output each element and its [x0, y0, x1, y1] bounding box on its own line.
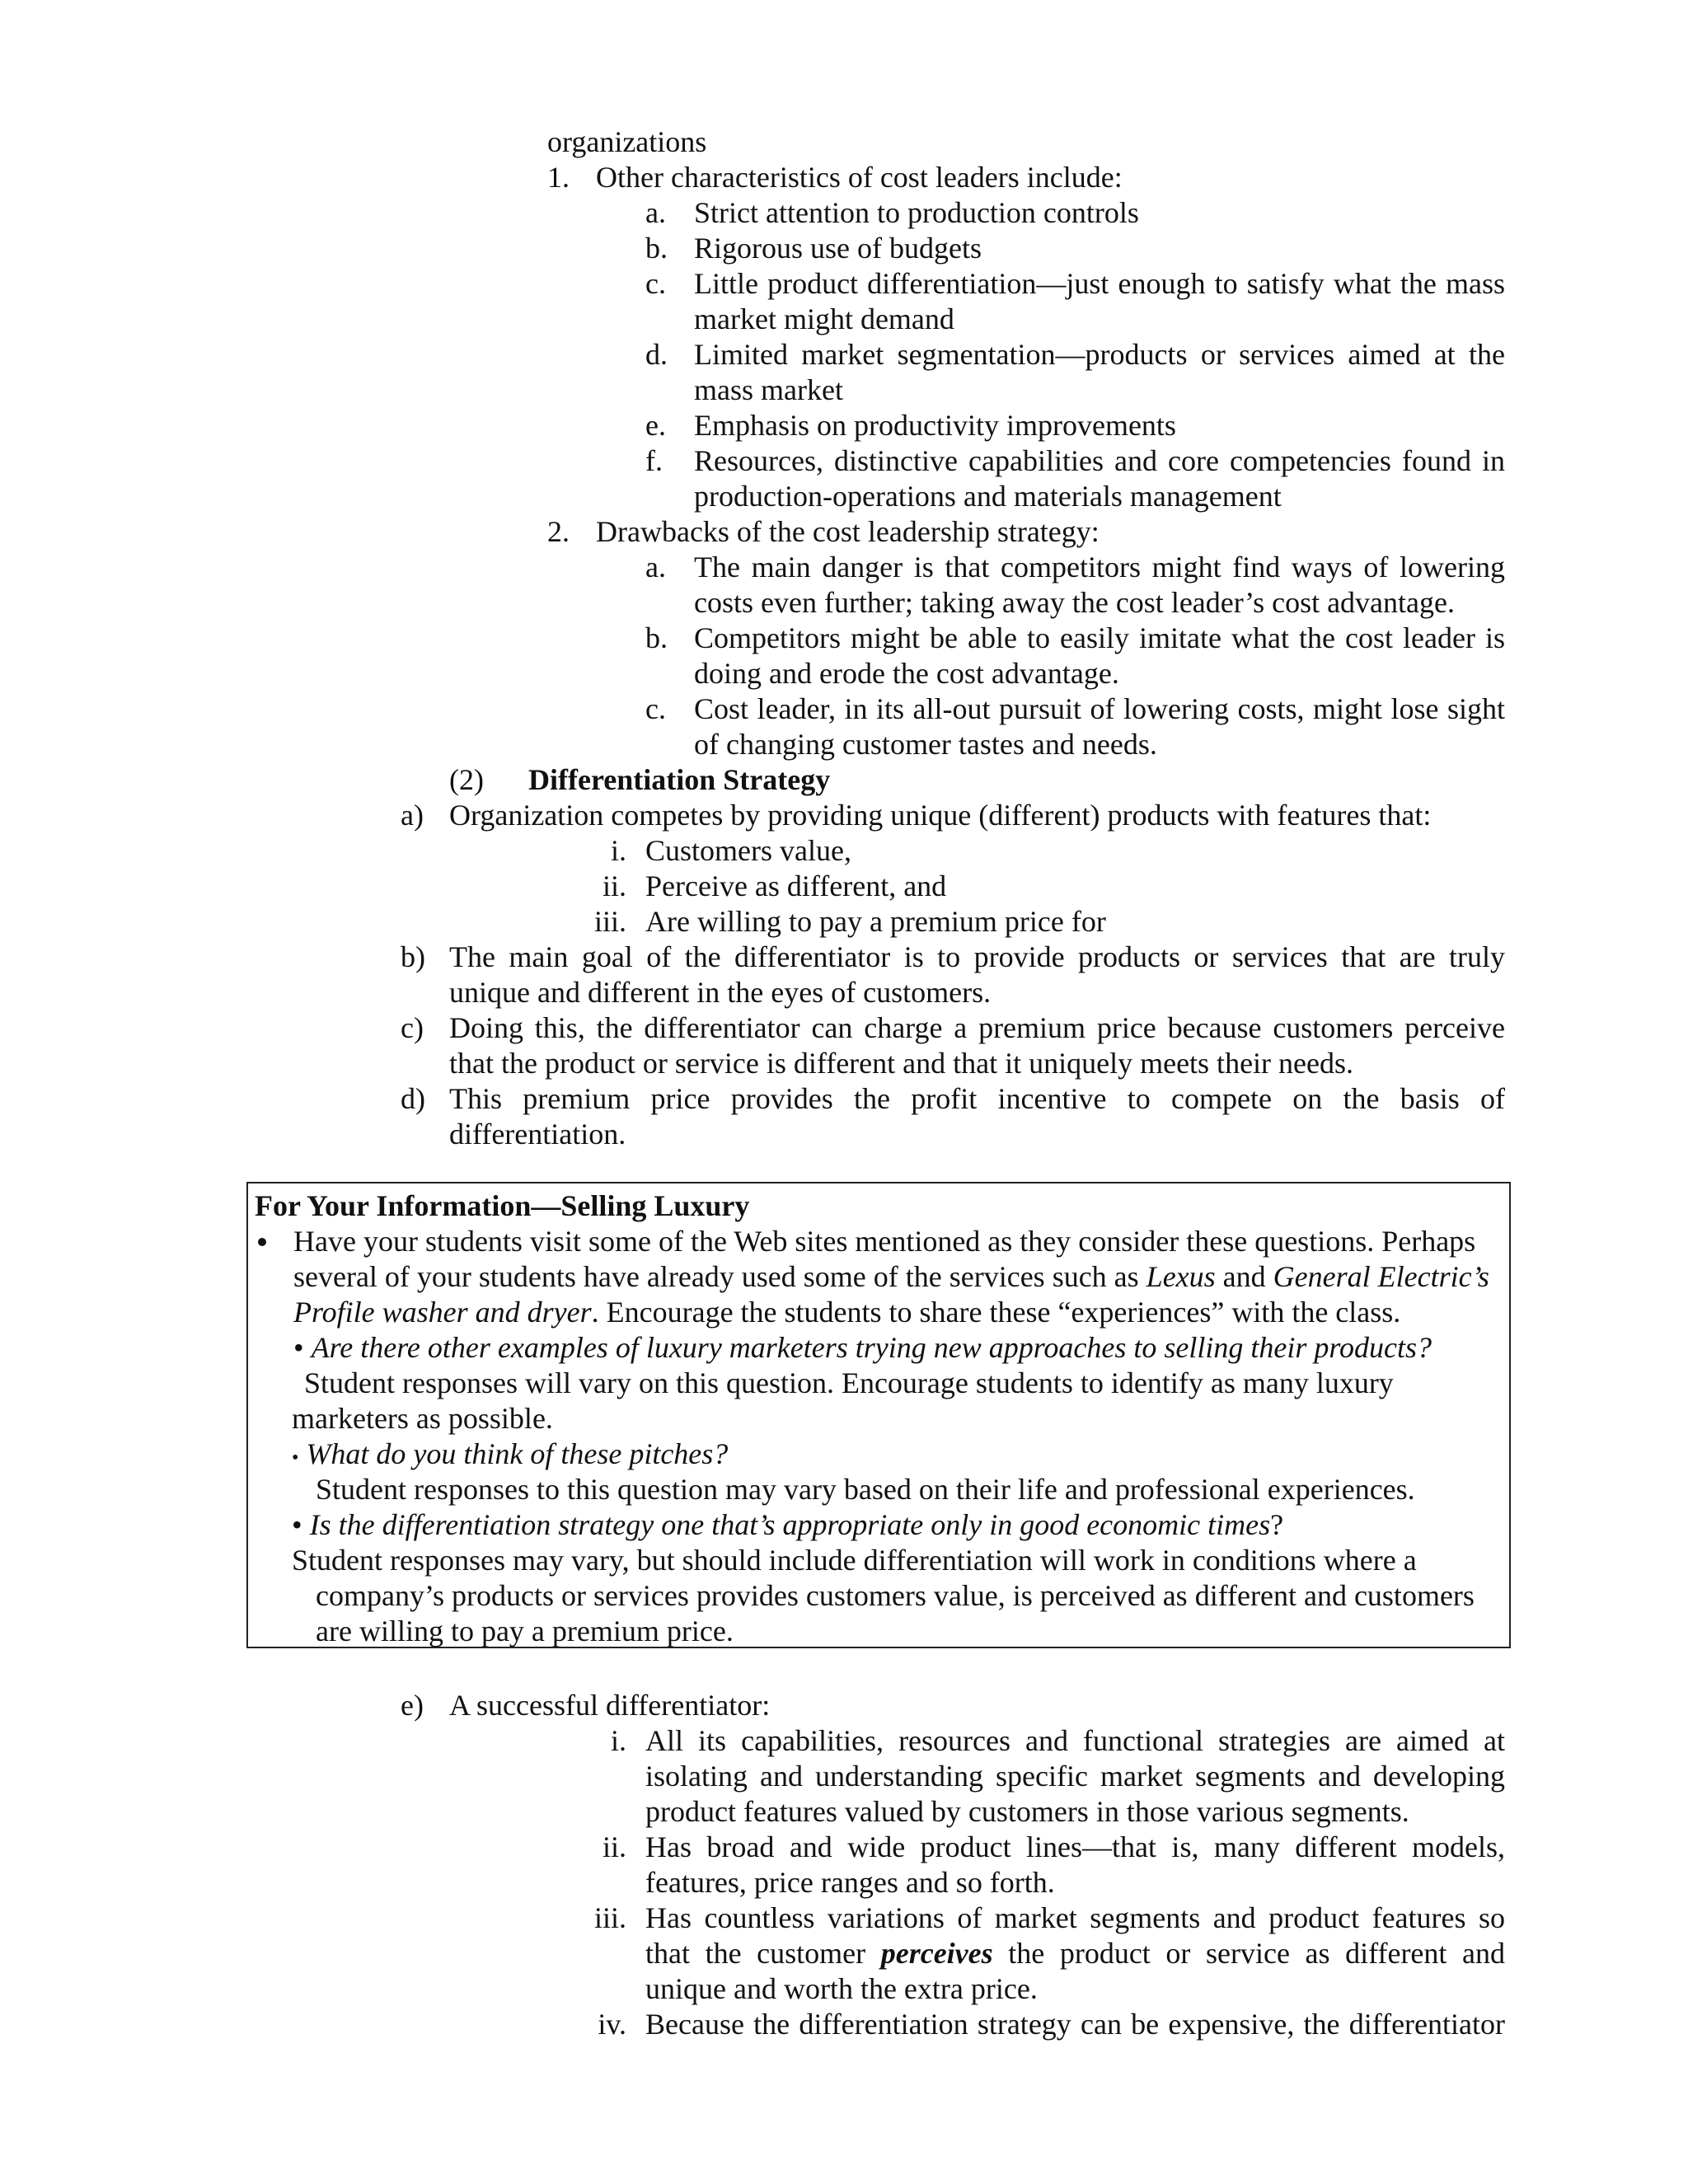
list-letter: d. — [645, 338, 668, 371]
list-item-text: unique and worth the extra price. — [645, 1972, 1038, 2005]
list-item-text: The main danger is that competitors might find ways of lowering — [694, 551, 1505, 583]
answer-3: are willing to pay a premium price. — [316, 1615, 734, 1647]
continued-text: organizations — [547, 125, 707, 158]
list-item-text: A successful differentiator: — [449, 1689, 771, 1722]
list-letter: a) — [401, 799, 424, 832]
list-item-text: Little product differentiation—just enough to satisfy what the mass — [694, 267, 1505, 300]
list-item-text: This premium price provides the profit incentive to compete on the basis of — [449, 1082, 1505, 1115]
list-item-text: Drawbacks of the cost leadership strategy: — [596, 515, 1100, 548]
list-number: 1. — [547, 161, 570, 194]
list-letter: b. — [645, 621, 668, 654]
list-item-text: market might demand — [694, 302, 954, 335]
answer-3: Student responses may vary, but should include differentiation will work in conditions where a — [292, 1544, 1417, 1577]
list-item-text: unique and different in the eyes of customers. — [449, 976, 992, 1009]
info-text: Have your students visit some of the Web sites mentioned as they consider these questions. Perhaps — [293, 1225, 1476, 1258]
answer-2: Student responses to this question may vary based on their life and professional experiences. — [316, 1473, 1415, 1506]
list-item-text: The main goal of the differentiator is to provide products or services that are truly — [449, 940, 1505, 973]
list-number: 2. — [547, 515, 570, 548]
section-heading: Differentiation Strategy — [528, 763, 831, 796]
list-letter: c. — [645, 692, 666, 725]
list-letter: b. — [645, 232, 668, 265]
list-numeral: ii. — [602, 1830, 626, 1863]
question-3: • Is the differentiation strategy one that’s appropriate only in good economic times? — [292, 1508, 1284, 1541]
list-letter: d) — [401, 1082, 425, 1115]
list-letter: b) — [401, 940, 425, 973]
list-letter: a. — [645, 551, 666, 583]
list-item-text: All its capabilities, resources and functional strategies are aimed at — [645, 1724, 1505, 1757]
list-item-text: that the product or service is different and that it uniquely meets their needs. — [449, 1047, 1353, 1080]
list-letter: c. — [645, 267, 666, 300]
list-item-text: that the customer perceives the product or service as different and — [645, 1937, 1505, 1970]
list-item-text: Rigorous use of budgets — [694, 232, 982, 265]
list-numeral: i. — [610, 1724, 626, 1757]
list-item-text: doing and erode the cost advantage. — [694, 657, 1119, 690]
answer-3: company’s products or services provides customers value, is perceived as different and customers — [316, 1579, 1475, 1612]
section-number: (2) — [449, 763, 484, 796]
list-item-text: of changing customer tastes and needs. — [694, 728, 1157, 761]
list-item-text: Because the differentiation strategy can be expensive, the differentiator — [645, 2008, 1505, 2041]
answer-1: marketers as possible. — [292, 1402, 553, 1435]
list-item-text: Other characteristics of cost leaders include: — [596, 161, 1123, 194]
list-letter: a. — [645, 196, 666, 229]
list-letter: e) — [401, 1689, 424, 1722]
list-letter: e. — [645, 409, 666, 442]
list-item-text: costs even further; taking away the cost leader’s cost advantage. — [694, 586, 1455, 619]
list-item-text: Resources, distinctive capabilities and core competencies found in — [694, 444, 1505, 477]
list-item-text: Strict attention to production controls — [694, 196, 1139, 229]
answer-1: Student responses will vary on this question. Encourage students to identify as many luxury — [304, 1366, 1394, 1399]
list-item-text: Has countless variations of market segments and product features so — [645, 1901, 1505, 1934]
list-numeral: iii. — [593, 905, 626, 938]
list-item-text: Emphasis on productivity improvements — [694, 409, 1176, 442]
list-item-text: product features valued by customers in those various segments. — [645, 1795, 1409, 1828]
list-item-text: mass market — [694, 373, 843, 406]
list-item-text: Perceive as different, and — [645, 869, 947, 902]
info-box-title: For Your Information—Selling Luxury — [255, 1189, 750, 1222]
list-numeral: i. — [610, 834, 626, 867]
list-item-text: Organization competes by providing unique (different) products with features that: — [449, 799, 1432, 832]
list-letter: c) — [401, 1011, 424, 1044]
list-item-text: Has broad and wide product lines—that is, many different models, — [645, 1830, 1505, 1863]
list-item-text: production-operations and materials management — [694, 480, 1282, 513]
question-2: • What do you think of these pitches? — [292, 1437, 729, 1470]
list-item-text: Are willing to pay a premium price for — [645, 905, 1106, 938]
list-letter: f. — [645, 444, 663, 477]
list-numeral: iii. — [593, 1901, 626, 1934]
list-item-text: Cost leader, in its all-out pursuit of lowering costs, might lose sight — [694, 692, 1505, 725]
list-item-text: Customers value, — [645, 834, 851, 867]
list-item-text: Limited market segmentation—products or services aimed at the — [694, 338, 1505, 371]
bullet-icon — [258, 1238, 266, 1246]
info-text: several of your students have already used some of the services such as Lexus and General Electric’s — [293, 1260, 1489, 1293]
list-numeral: iv. — [598, 2008, 626, 2041]
list-numeral: ii. — [602, 869, 626, 902]
question-1: • Are there other examples of luxury marketers trying new approaches to selling their products? — [293, 1331, 1432, 1364]
list-item-text: Doing this, the differentiator can charge a premium price because customers perceive — [449, 1011, 1505, 1044]
list-item-text: isolating and understanding specific market segments and developing — [645, 1760, 1505, 1793]
list-item-text: differentiation. — [449, 1118, 626, 1151]
list-item-text: features, price ranges and so forth. — [645, 1866, 1055, 1899]
list-item-text: Competitors might be able to easily imitate what the cost leader is — [694, 621, 1505, 654]
info-text: Profile washer and dryer. Encourage the students to share these “experiences” with the class. — [293, 1296, 1401, 1329]
